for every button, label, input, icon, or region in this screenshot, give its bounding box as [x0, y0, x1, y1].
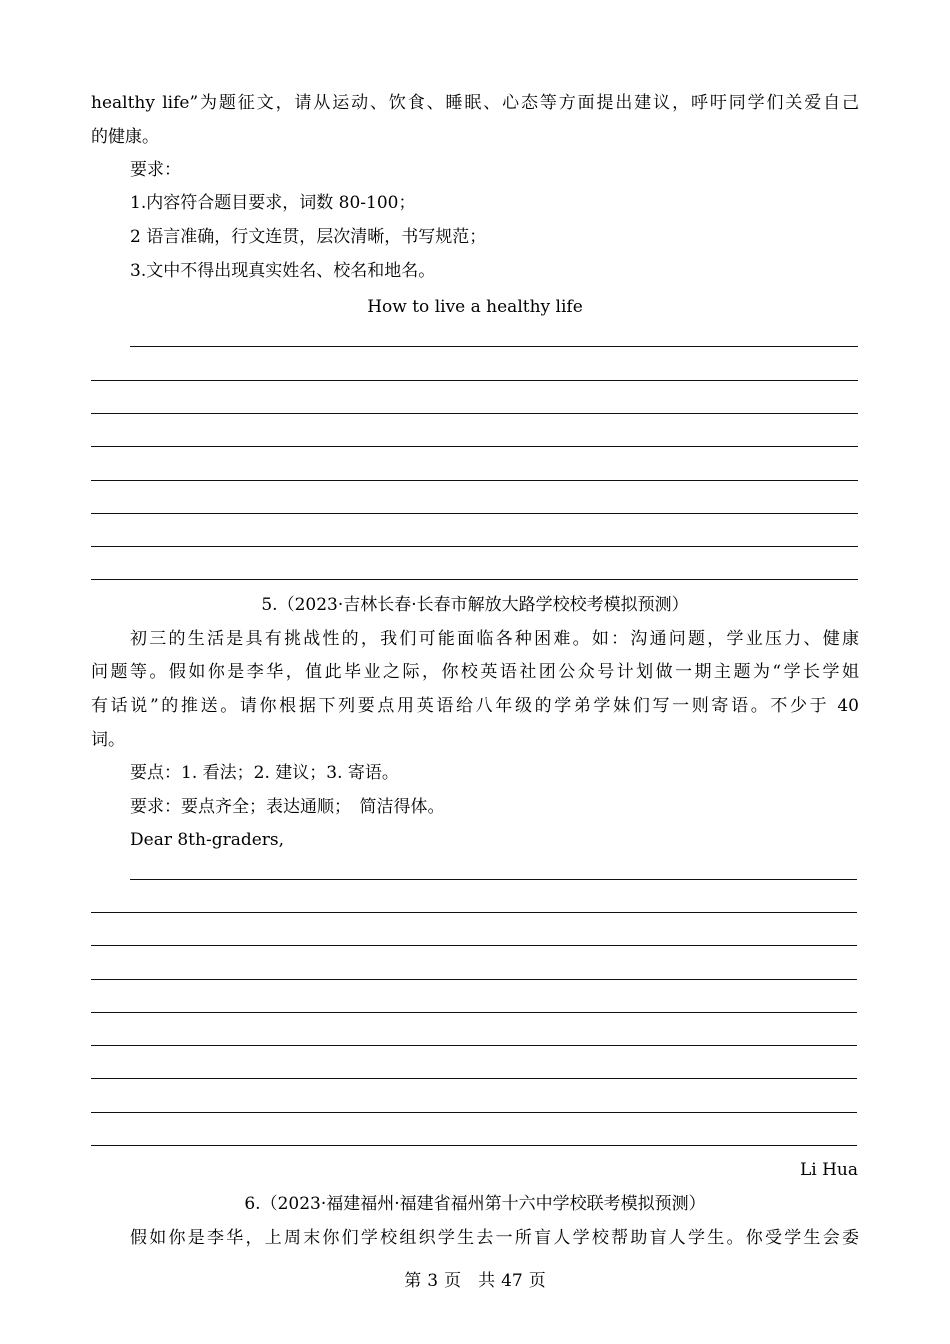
essay-title: How to live a healthy life [367, 297, 583, 317]
writing-line [130, 346, 858, 347]
footer-suffix: 页 [528, 1271, 546, 1291]
writing-line [91, 513, 858, 514]
requirement-item-1: 1.内容符合题目要求，词数 80-100； [130, 193, 416, 213]
question-6-line-1: 假如你是李华，上周末你们学校组织学生去一所盲人学校帮助盲人学生。你受学生会委 [130, 1228, 859, 1248]
prompt-continuation-line-1: healthy life”为题征文，请从运动、饮食、睡眠、心态等方面提出建议，呼吁同学们关爱自己 [91, 93, 859, 113]
page-footer [0, 1266, 950, 1291]
question-5-line-2: 问题等。假如你是李华，值此毕业之际，你校英语社团公众号计划做一期主题为“学长学姐 [91, 662, 859, 682]
question-5-line-4: 词。 [91, 730, 125, 750]
writing-line [91, 979, 857, 980]
question-5-requirement: 要求：要点齐全；表达通顺； 简洁得体。 [130, 797, 445, 817]
question-5-heading: 5.（2023·吉林长春·长春市解放大路学校校考模拟预测） [261, 595, 689, 615]
footer-middle: 页 共 [444, 1271, 496, 1291]
footer-current-page: 3 [427, 1271, 439, 1291]
writing-line [91, 1078, 857, 1079]
writing-line [91, 912, 857, 913]
writing-line [91, 546, 858, 547]
writing-line [91, 1012, 857, 1013]
footer-prefix: 第 [404, 1271, 422, 1291]
writing-line [91, 945, 857, 946]
requirement-item-3: 3.文中不得出现真实姓名、校名和地名。 [130, 261, 436, 281]
question-5-line-1: 初三的生活是具有挑战性的，我们可能面临各种困难。如：沟通问题，学业压力、健康 [130, 629, 859, 649]
letter-signature: Li Hua [799, 1160, 858, 1180]
writing-line [91, 413, 858, 414]
requirement-item-2: 2 语言准确，行文连贯，层次清晰，书写规范； [130, 227, 487, 247]
writing-line [130, 879, 857, 880]
writing-line [91, 446, 858, 447]
footer-total-pages: 47 [501, 1271, 523, 1291]
writing-line [91, 380, 858, 381]
letter-greeting: Dear 8th-graders, [130, 830, 285, 850]
requirements-label: 要求： [130, 160, 181, 180]
writing-line [91, 480, 858, 481]
question-6-heading: 6.（2023·福建福州·福建省福州第十六中学校联考模拟预测） [244, 1194, 706, 1214]
question-5-points: 要点：1. 看法；2. 建议；3. 寄语。 [130, 763, 399, 783]
writing-line [91, 579, 858, 580]
writing-line [91, 1045, 857, 1046]
prompt-continuation-line-2: 的健康。 [91, 127, 159, 147]
writing-line [91, 1112, 857, 1113]
writing-line [91, 1145, 857, 1146]
question-5-line-3: 有话说”的推送。请你根据下列要点用英语给八年级的学弟学妹们写一则寄语。不少于 40 [91, 696, 859, 716]
